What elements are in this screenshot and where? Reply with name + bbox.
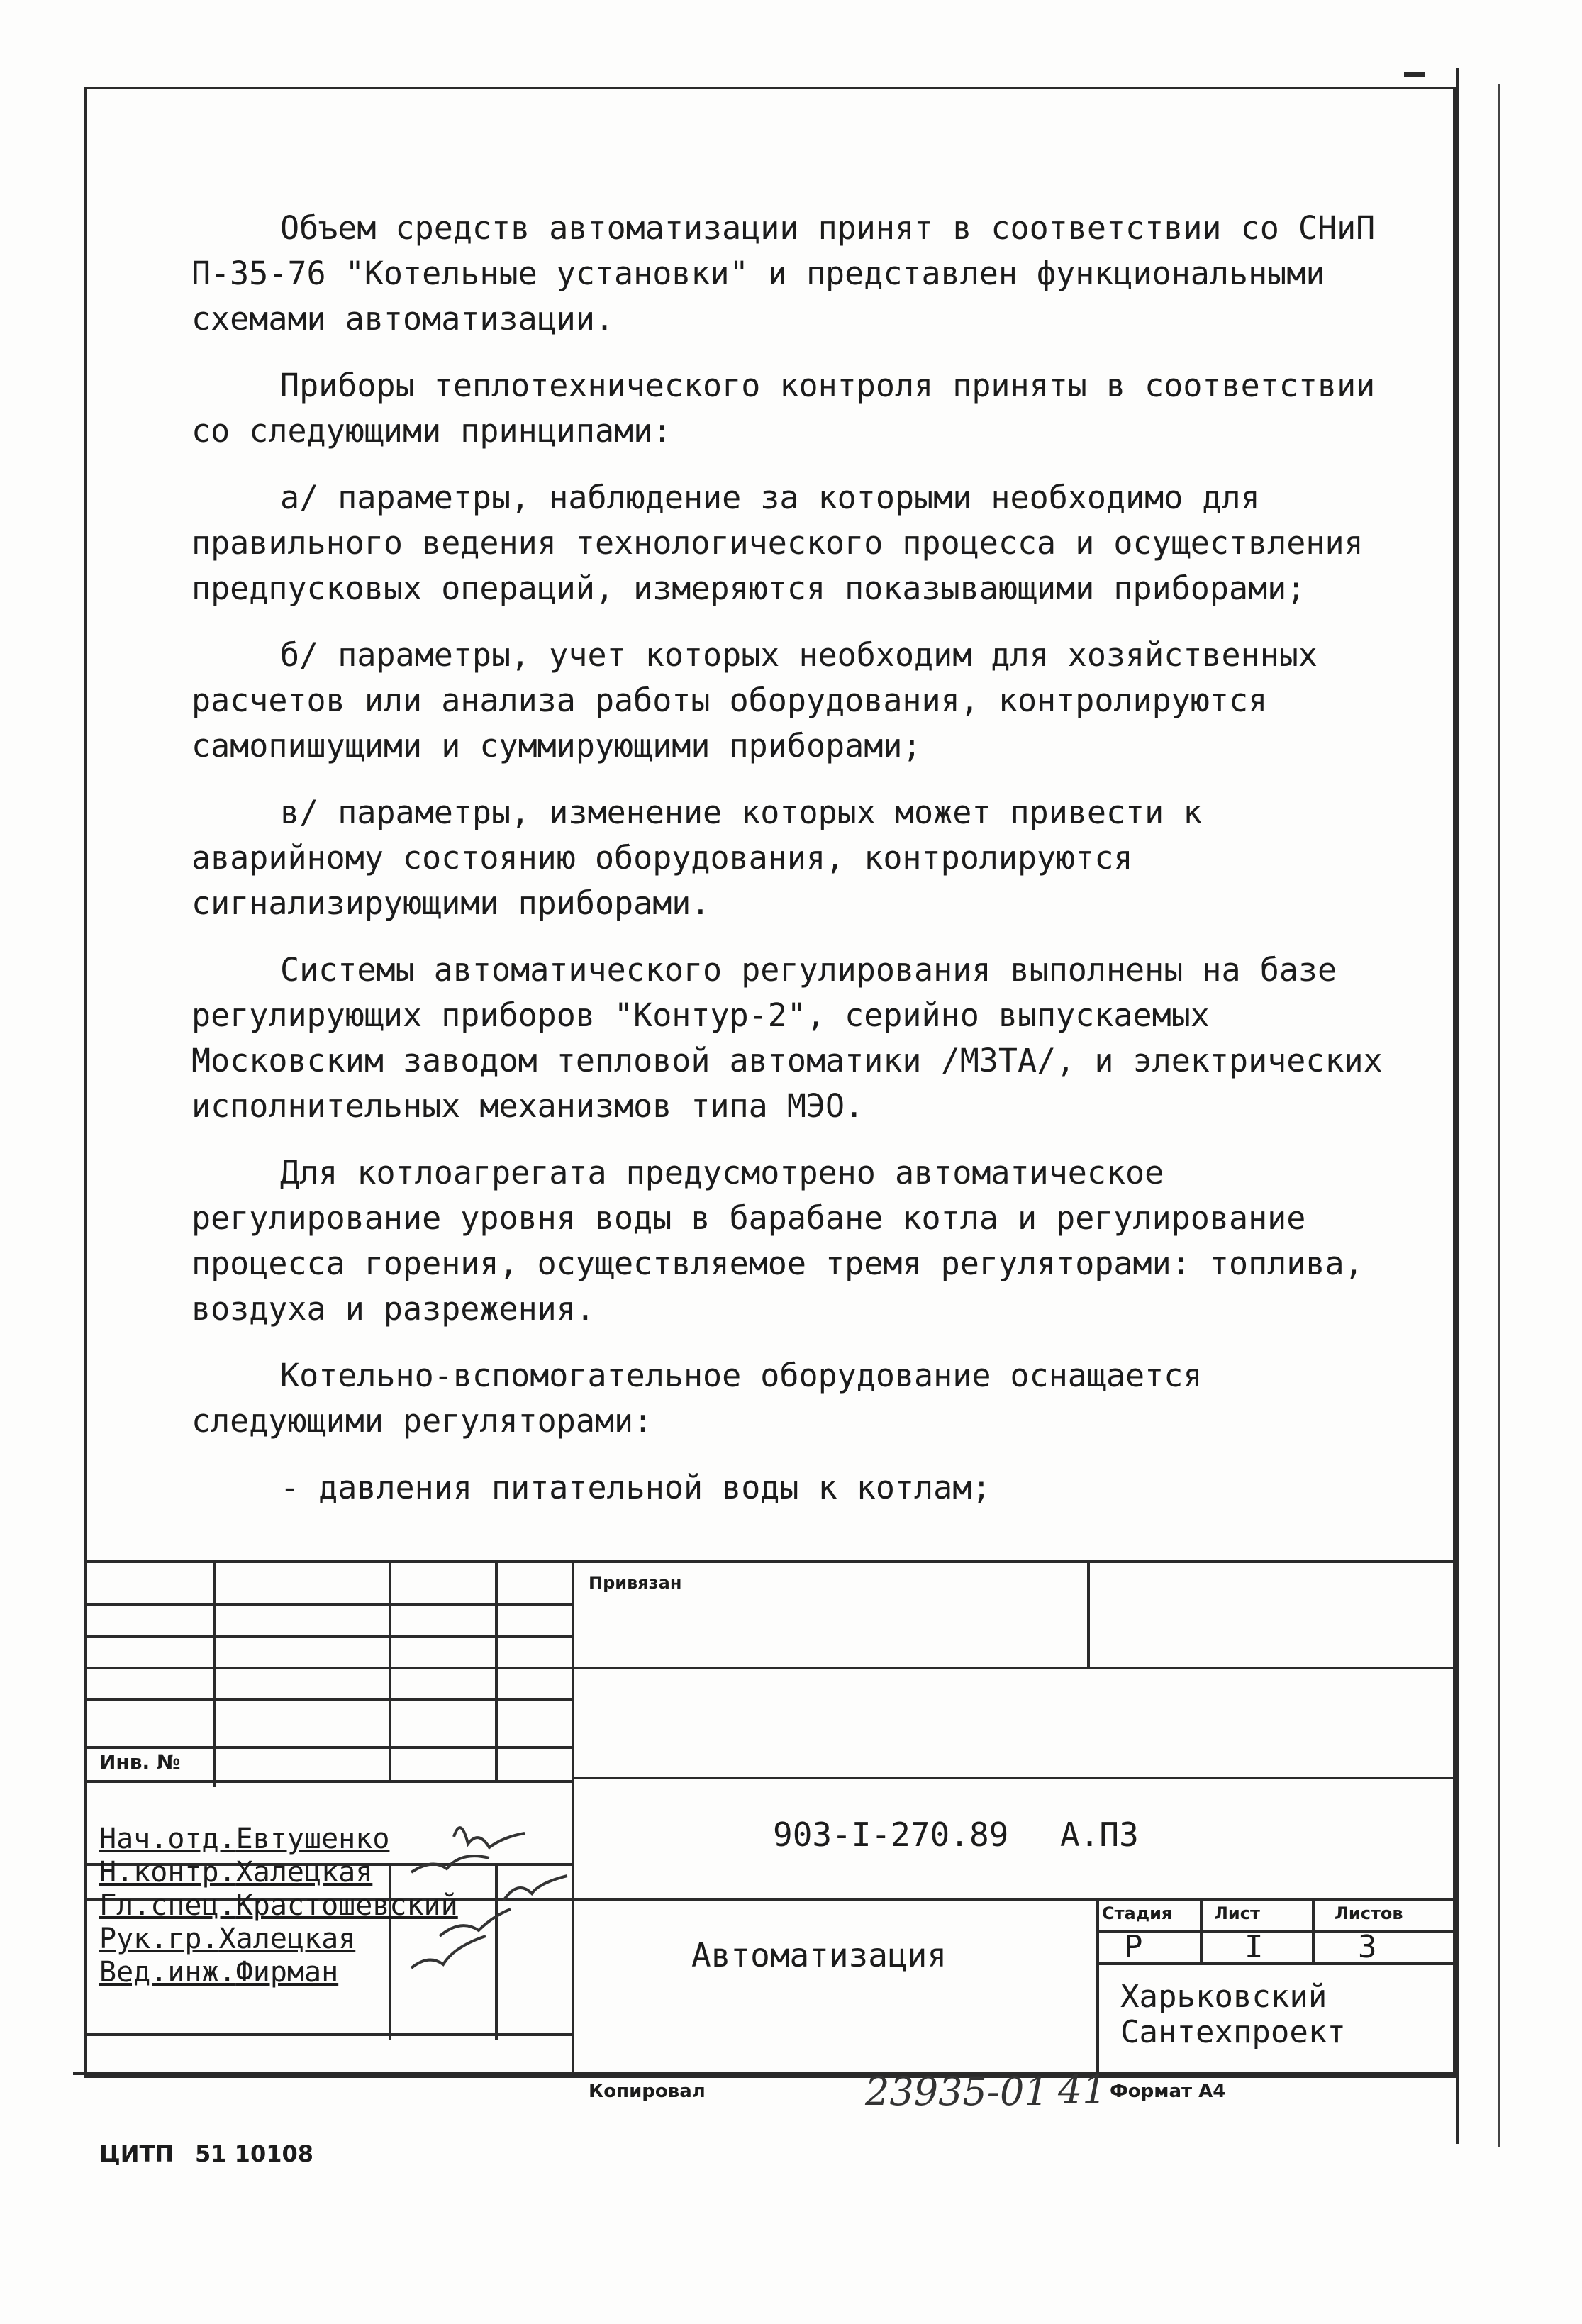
paragraph-scope: Объем средств автоматизации принят в соответствии со СНиП П-35-76 "Котельные установки" и представлен функциональными схемами автоматизации. — [191, 209, 1376, 338]
stage-value: Р — [1124, 1929, 1143, 1965]
top-edge-tick — [1404, 72, 1425, 77]
stage-header: Стадия — [1102, 1903, 1173, 1923]
paragraph-item-v: в/ параметры, изменение которых может привести к аварийному состоянию оборудования, контролируются сигнализирующими приборами. — [191, 794, 1203, 922]
stamp-number: 23935-01 — [865, 2069, 1049, 2114]
sheet-title: Автоматизация — [691, 1936, 947, 1974]
signature-mark — [411, 1856, 489, 1872]
sheet-value: I — [1244, 1929, 1264, 1965]
paragraph-auxiliary-equipment: Котельно-вспомогательное оборудование оснащается следующими регуляторами: — [191, 1357, 1203, 1440]
inventory-number-label: Инв. № — [99, 1750, 181, 1774]
signature-row: Н.контр.Халецкая — [99, 1856, 373, 1889]
paragraph-item-a: а/ параметры, наблюдение за которыми необходимо для правильного ведения технологического процесса и осуществления предпусковых операций, измеряются показывающими приборами; — [191, 479, 1364, 607]
handwritten-signatures — [397, 1816, 581, 2000]
sheets-header: Листов — [1335, 1903, 1403, 1923]
frame-outer-edge — [1498, 84, 1500, 2147]
organization-line-2: Сантехпроект — [1120, 2014, 1346, 2050]
signature-mark — [503, 1876, 567, 1901]
frame-right-edge — [1456, 68, 1459, 2144]
signature-row: Вед.инж.Фирман — [99, 1956, 339, 1989]
organization-line-1: Харьковский — [1120, 1979, 1327, 2015]
paragraph-item-b: б/ параметры, учет которых необходим для хозяйственных расчетов или анализа работы оборудования, контролируются самопишущими и суммирующими приборами; — [191, 636, 1318, 765]
linked-label: Привязан — [589, 1573, 682, 1593]
sheets-value: 3 — [1358, 1929, 1377, 1965]
paragraph-control-systems: Системы автоматического регулирования выполнены на базе регулирующих приборов "Контур-2", серийно выпускаемых Московским заводом тепловой автоматики /МЗТА/, и электрических исполнительных механизмов типа МЭО. — [191, 951, 1383, 1125]
copied-label: Копировал — [589, 2081, 706, 2102]
paragraph-instruments: Приборы теплотехнического контроля приняты в соответствии со следующими принципами: — [191, 367, 1376, 450]
paragraph-boiler-regulation: Для котлоагрегата предусмотрено автоматическое регулирование уровня воды в барабане котла и регулирование процесса горения, осуществляемое тремя регуляторами: топлива, воздуха и разрежения. — [191, 1154, 1364, 1328]
signature-mark — [440, 1909, 511, 1936]
signature-mark — [454, 1828, 525, 1847]
sheet-header: Лист — [1214, 1903, 1260, 1923]
signature-row: Нач.отд.Евтушенко — [99, 1823, 390, 1855]
signature-row: Рук.гр.Халецкая — [99, 1923, 356, 1955]
explanatory-note-text — [191, 206, 1397, 1532]
signature-mark — [411, 1936, 486, 1968]
document-suffix: А.ПЗ — [1060, 1816, 1139, 1854]
printer-code: 51 10108 — [195, 2140, 313, 2167]
printer-name: ЦИТП — [99, 2140, 174, 2167]
stamp-page: 41 — [1058, 2067, 1107, 2112]
document-code: 903-I-270.89 — [773, 1816, 1009, 1854]
list-item-feedwater-pressure: - давления питательной воды к котлам; — [280, 1469, 991, 1506]
signature-row: Гл.спец.Крастошевский — [99, 1889, 458, 1922]
format-label: Формат А4 — [1110, 2081, 1226, 2102]
